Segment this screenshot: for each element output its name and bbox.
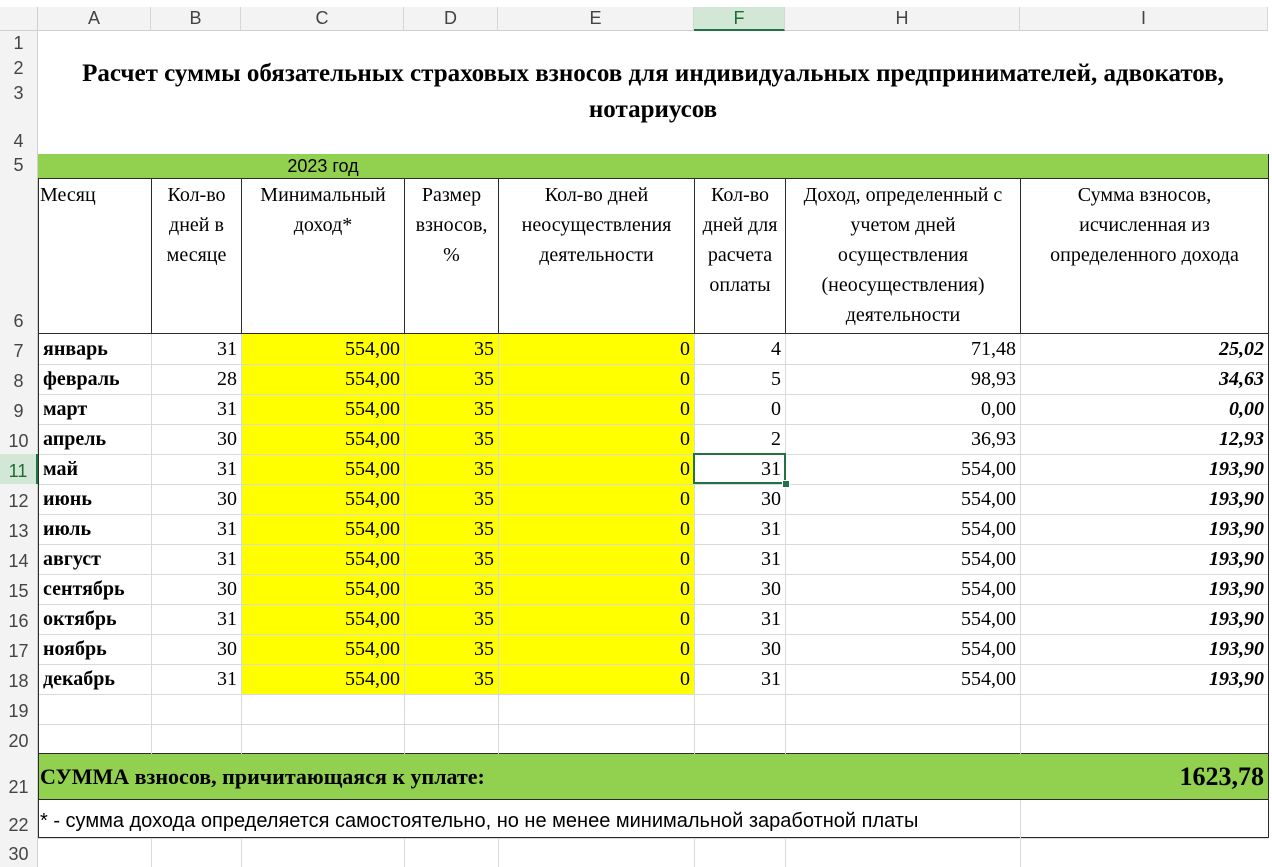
row-header-22[interactable]: 22 (0, 800, 38, 838)
inactive-days-cell[interactable]: 0 (680, 517, 690, 540)
column-header-i[interactable]: I (1020, 7, 1268, 31)
contribution-cell[interactable]: 0,00 (1229, 397, 1264, 420)
header-divider (151, 178, 152, 334)
gridline-v (151, 838, 152, 867)
gridline-v (785, 838, 786, 867)
year-band (38, 154, 1268, 178)
row-header-13[interactable]: 13 (0, 514, 38, 544)
income-cell[interactable]: 0,00 (981, 397, 1016, 420)
rate-cell[interactable]: 35 (474, 457, 494, 480)
min-income-cell[interactable]: 554,00 (345, 547, 400, 570)
header-divider (694, 178, 695, 334)
row-header-11[interactable]: 11 (0, 454, 38, 484)
min-income-cell[interactable]: 554,00 (345, 397, 400, 420)
header-divider (498, 178, 499, 334)
gridline-v (694, 838, 695, 867)
row-header-20[interactable]: 20 (0, 724, 38, 754)
calc-days-cell[interactable]: 30 (761, 637, 781, 660)
row-header-17[interactable]: 17 (0, 634, 38, 664)
income-cell[interactable]: 71,48 (971, 337, 1016, 360)
rate-cell[interactable]: 35 (474, 637, 494, 660)
row-header-6[interactable]: 6 (0, 178, 38, 334)
min-income-cell[interactable]: 554,00 (345, 517, 400, 540)
gridline-v (1020, 838, 1021, 867)
contribution-cell[interactable]: 193,90 (1209, 487, 1264, 510)
income-cell[interactable]: 554,00 (961, 547, 1016, 570)
inactive-days-cell[interactable]: 0 (680, 637, 690, 660)
income-cell[interactable]: 36,93 (971, 427, 1016, 450)
month-cell[interactable]: сентябрь (43, 577, 125, 600)
rate-cell[interactable]: 35 (474, 397, 494, 420)
inactive-days-cell[interactable]: 0 (680, 427, 690, 450)
income-cell[interactable]: 554,00 (961, 637, 1016, 660)
row-header-16[interactable]: 16 (0, 604, 38, 634)
table-border (38, 799, 1268, 800)
min-income-cell[interactable]: 554,00 (345, 607, 400, 630)
inactive-days-cell[interactable]: 0 (680, 337, 690, 360)
days-cell[interactable]: 30 (217, 427, 237, 450)
days-cell[interactable]: 31 (217, 607, 237, 630)
inactive-days-cell[interactable]: 0 (680, 607, 690, 630)
month-cell[interactable]: ноябрь (43, 637, 107, 660)
inactive-days-cell[interactable]: 0 (680, 667, 690, 690)
income-cell[interactable]: 98,93 (971, 367, 1016, 390)
row-header-30[interactable]: 30 (0, 838, 38, 867)
header-inactive-days: Кол-во дней неосуществления деятельности (521, 184, 672, 266)
calc-days-cell[interactable]: 31 (761, 547, 781, 570)
min-income-cell[interactable]: 554,00 (345, 577, 400, 600)
table-border (1268, 154, 1269, 838)
rate-cell[interactable]: 35 (474, 367, 494, 390)
rate-cell[interactable]: 35 (474, 547, 494, 570)
inactive-days-cell[interactable]: 0 (680, 367, 690, 390)
row-header-12[interactable]: 12 (0, 484, 38, 514)
month-cell[interactable]: июль (43, 517, 92, 540)
column-header-b[interactable]: B (151, 7, 241, 31)
income-cell[interactable]: 554,00 (961, 607, 1016, 630)
table-border (38, 753, 1268, 754)
month-cell[interactable]: октябрь (43, 607, 117, 630)
calc-days-cell[interactable]: 2 (771, 427, 781, 450)
row-header-9[interactable]: 9 (0, 394, 38, 424)
contribution-cell[interactable]: 34,63 (1219, 367, 1264, 390)
min-income-cell[interactable]: 554,00 (345, 367, 400, 390)
gridline-h (38, 838, 1268, 839)
rate-cell[interactable]: 35 (474, 607, 494, 630)
header-rate: Размер взносов, % (415, 184, 488, 266)
calc-days-cell[interactable]: 31 (761, 667, 781, 690)
column-header-a[interactable]: A (38, 7, 151, 31)
gridline-h (38, 694, 1268, 695)
column-header-h[interactable]: H (785, 7, 1020, 31)
days-cell[interactable]: 31 (217, 547, 237, 570)
month-cell[interactable]: декабрь (43, 667, 115, 690)
inactive-days-cell[interactable]: 0 (680, 457, 690, 480)
calc-days-cell[interactable]: 0 (771, 397, 781, 420)
contribution-cell[interactable]: 193,90 (1209, 637, 1264, 660)
header-contribution: Сумма взносов, исчисленная из определенного дохода (1050, 184, 1239, 266)
rate-cell[interactable]: 35 (474, 487, 494, 510)
rate-cell[interactable]: 35 (474, 667, 494, 690)
min-income-cell[interactable]: 554,00 (345, 337, 400, 360)
contribution-cell[interactable]: 193,90 (1209, 577, 1264, 600)
column-header-c[interactable]: C (241, 7, 404, 31)
header-divider (785, 178, 786, 334)
table-border (38, 178, 1268, 179)
income-cell[interactable]: 554,00 (961, 667, 1016, 690)
header-divider (1020, 178, 1021, 334)
days-cell[interactable]: 28 (217, 367, 237, 390)
row-header-1[interactable]: 1 (0, 31, 38, 56)
contribution-cell[interactable]: 193,90 (1209, 517, 1264, 540)
contribution-cell[interactable]: 193,90 (1209, 457, 1264, 480)
month-cell[interactable]: апрель (43, 427, 107, 450)
days-cell[interactable]: 30 (217, 577, 237, 600)
rate-cell[interactable]: 35 (474, 517, 494, 540)
top-strip (0, 0, 1272, 7)
column-header-d[interactable]: D (404, 7, 498, 31)
contribution-cell[interactable]: 193,90 (1209, 607, 1264, 630)
inactive-days-cell[interactable]: 0 (680, 397, 690, 420)
row-header-2[interactable]: 2 (0, 56, 38, 81)
row-header-15[interactable]: 15 (0, 574, 38, 604)
row-header-18[interactable]: 18 (0, 664, 38, 694)
income-cell[interactable]: 554,00 (961, 577, 1016, 600)
gridline-v (241, 838, 242, 867)
gridline-v (1020, 800, 1021, 838)
header-days-in-month: Кол-во дней в месяце (166, 184, 227, 266)
calc-days-cell[interactable]: 5 (771, 367, 781, 390)
min-income-cell[interactable]: 554,00 (345, 667, 400, 690)
row-header-5[interactable]: 5 (0, 154, 38, 178)
min-income-cell[interactable]: 554,00 (345, 487, 400, 510)
days-cell[interactable]: 31 (217, 337, 237, 360)
fill-handle[interactable] (782, 480, 790, 488)
calc-days-cell[interactable]: 30 (761, 577, 781, 600)
inactive-days-cell[interactable]: 0 (680, 547, 690, 570)
rate-cell[interactable]: 35 (474, 337, 494, 360)
days-cell[interactable]: 30 (217, 637, 237, 660)
row-header-14[interactable]: 14 (0, 544, 38, 574)
calc-days-cell[interactable]: 31 (761, 607, 781, 630)
month-cell[interactable]: июнь (43, 487, 92, 510)
inactive-days-cell[interactable]: 0 (680, 487, 690, 510)
income-cell[interactable]: 554,00 (961, 457, 1016, 480)
month-cell[interactable]: март (43, 397, 88, 420)
footnote: * - сумма дохода определяется самостоятельно, но не менее минимальной заработной платы (40, 809, 919, 832)
min-income-cell[interactable]: 554,00 (345, 637, 400, 660)
year-label: 2023 год (287, 155, 359, 176)
month-cell[interactable]: май (43, 457, 79, 480)
days-cell[interactable]: 31 (217, 667, 237, 690)
month-cell[interactable]: январь (43, 337, 108, 360)
header-divider (404, 178, 405, 334)
header-min-income: Минимальный доход* (260, 184, 386, 236)
sheet-title: Расчет суммы обязательных страховых взносов для индивидуальных предпринимателей, адвокатов, нотариусов (82, 60, 1224, 123)
total-label: СУММА взносов, причитающаяся к уплате: (40, 764, 485, 789)
calc-days-cell[interactable]: 31 (761, 457, 781, 480)
min-income-cell[interactable]: 554,00 (345, 427, 400, 450)
contribution-cell[interactable]: 25,02 (1219, 337, 1264, 360)
row-header-3[interactable]: 3 (0, 81, 38, 106)
active-cell-selection[interactable] (693, 453, 786, 484)
header-divider (241, 178, 242, 334)
calc-days-cell[interactable]: 31 (761, 517, 781, 540)
income-cell[interactable]: 554,00 (961, 517, 1016, 540)
row-header-7[interactable]: 7 (0, 334, 38, 364)
total-value[interactable]: 1623,78 (1179, 762, 1264, 791)
days-cell[interactable]: 31 (217, 517, 237, 540)
rate-cell[interactable]: 35 (474, 427, 494, 450)
row-header-4[interactable]: 4 (0, 106, 38, 154)
income-cell[interactable]: 554,00 (961, 487, 1016, 510)
header-month: Месяц (40, 184, 96, 206)
row-header-10[interactable]: 10 (0, 424, 38, 454)
column-header-e[interactable]: E (498, 7, 694, 31)
days-cell[interactable]: 30 (217, 487, 237, 510)
gridline-v (498, 838, 499, 867)
month-cell[interactable]: август (43, 547, 101, 570)
rate-cell[interactable]: 35 (474, 577, 494, 600)
contribution-cell[interactable]: 193,90 (1209, 547, 1264, 570)
column-header-f[interactable]: F (694, 7, 785, 31)
header-income: Доход, определенный с учетом дней осуществления (неосуществления) деятельности (803, 184, 1003, 326)
contribution-cell[interactable]: 12,93 (1219, 427, 1264, 450)
header-calc-days: Кол-во дней для расчета оплаты (702, 184, 778, 296)
min-income-cell[interactable]: 554,00 (345, 457, 400, 480)
table-border (38, 837, 1268, 838)
calc-days-cell[interactable]: 4 (771, 337, 781, 360)
row-header-21[interactable]: 21 (0, 754, 38, 800)
contribution-cell[interactable]: 193,90 (1209, 667, 1264, 690)
month-cell[interactable]: февраль (43, 367, 120, 390)
gridline-v (404, 838, 405, 867)
row-header-8[interactable]: 8 (0, 364, 38, 394)
row-header-19[interactable]: 19 (0, 694, 38, 724)
days-cell[interactable]: 31 (217, 457, 237, 480)
select-all-corner[interactable] (0, 7, 38, 31)
inactive-days-cell[interactable]: 0 (680, 577, 690, 600)
gridline-h (38, 724, 1268, 725)
days-cell[interactable]: 31 (217, 397, 237, 420)
calc-days-cell[interactable]: 30 (761, 487, 781, 510)
